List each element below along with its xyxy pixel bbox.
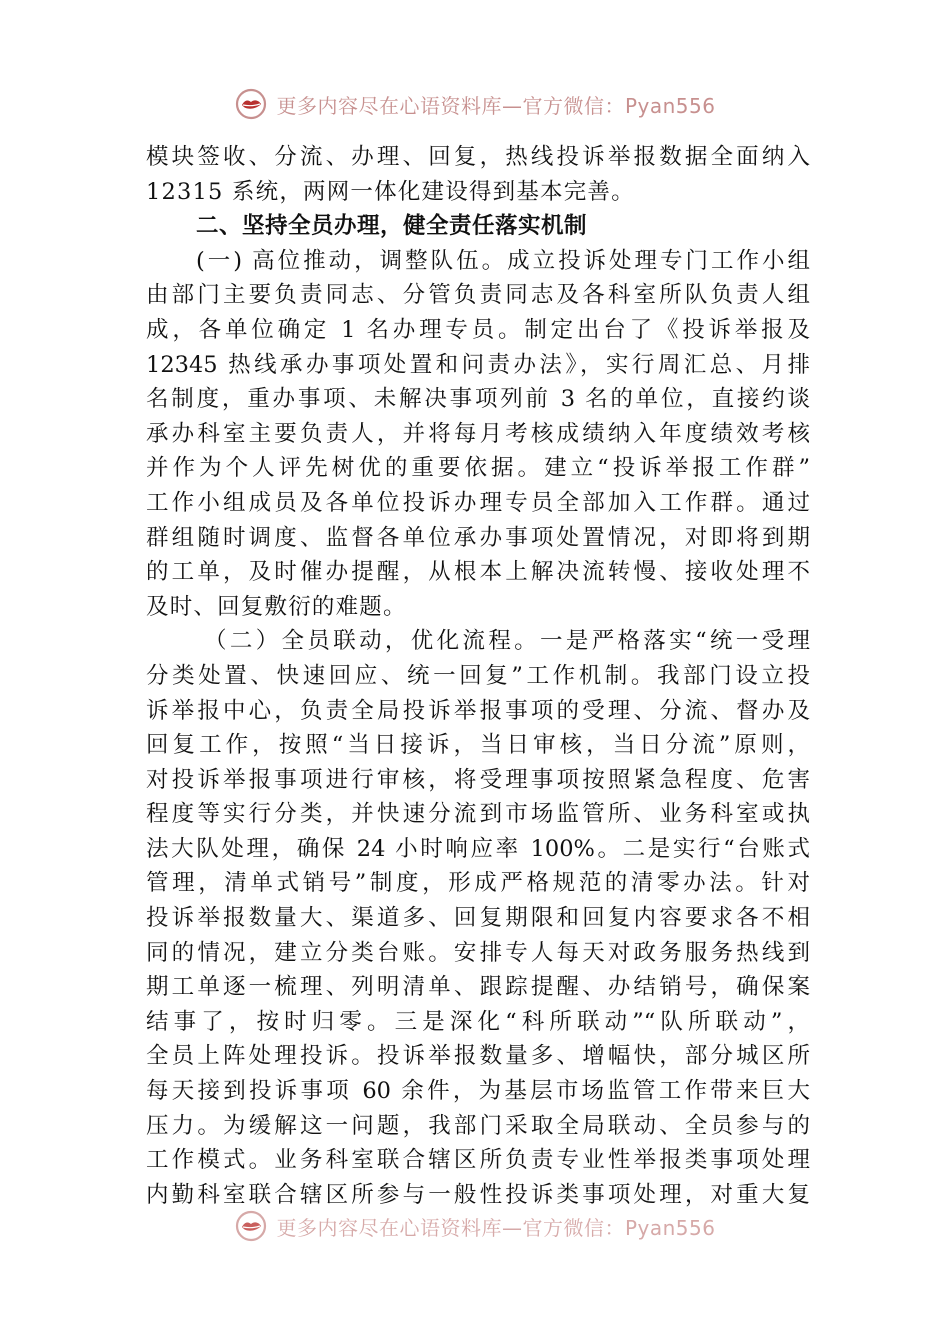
paragraph-line: 诉举报中心，负责全局投诉举报事项的受理、分流、督办及 [146,697,810,724]
paragraph-line: 工作小组成员及各单位投诉办理专员全部加入工作群。通过 [146,489,810,516]
watermark-text: 更多内容尽在心语资料库—官方微信：Pyan556 [276,1215,716,1240]
paragraph-line: 回复工作，按照“当日接诉，当日审核，当日分流”原则， [146,732,810,759]
paragraph-line: 承办科室主要负责人，并将每月考核成绩纳入年度绩效考核 [146,420,810,447]
paragraph-line: 及时、回复敷衍的难题。 [146,593,407,620]
paragraph-line: 期工单逐一梳理、列明清单、跟踪提醒、办结销号，确保案 [146,974,810,1001]
lips-logo-icon [234,87,268,121]
paragraph-line: 名制度，重办事项、未解决事项列前 3 名的单位，直接约谈 [146,386,810,413]
watermark-text: 更多内容尽在心语资料库—官方微信：Pyan556 [276,93,716,118]
paragraph-line: 投诉举报数量大、渠道多、回复期限和回复内容要求各不相 [146,905,810,932]
paragraph-line: 同的情况，建立分类台账。安排专人每天对政务服务热线到 [146,939,810,966]
paragraph-line: 管理，清单式销号”制度，形成严格规范的清零办法。针对 [146,870,810,897]
paragraph-line: 12345 热线承办事项处置和问责办法》，实行周汇总、月排 [146,351,810,378]
paragraph-line: 群组随时调度、监督各单位承办事项处置情况，对即将到期 [146,524,810,551]
watermark-banner-top [0,84,950,124]
paragraph-line: 内勤科室联合辖区所参与一般性投诉类事项处理，对重大复 [146,1181,810,1208]
paragraph-line: 工作模式。业务科室联合辖区所负责专业性举报类事项处理 [146,1147,810,1174]
paragraph-line: 对投诉举报事项进行审核，将受理事项按照紧急程度、危害 [146,766,810,793]
paragraph-line: 并作为个人评先树优的重要依据。建立“投诉举报工作群” [146,455,810,482]
paragraph-line: 由部门主要负责同志、分管负责同志及各科室所队负责人组 [146,282,810,309]
paragraph-line: 压力。为缓解这一问题，我部门采取全局联动、全员参与的 [146,1112,810,1139]
paragraph-line: 成，各单位确定 1 名办理专员。制定出台了《投诉举报及 [146,316,810,343]
lips-logo-icon [234,1209,268,1243]
paragraph-line: 12315 系统，两网一体化建设得到基本完善。 [146,178,635,205]
paragraph-line: (一) 高位推动，调整队伍。成立投诉处理专门工作小组 [196,247,810,274]
paragraph-line: 分类处置、快速回应、统一回复”工作机制。我部门设立投 [146,662,810,689]
paragraph-line: 每天接到投诉事项 60 余件，为基层市场监管工作带来巨大 [146,1078,810,1105]
paragraph-line: 法大队处理，确保 24 小时响应率 100%。二是实行“台账式 [146,835,810,862]
paragraph-line: （二）全员联动，优化流程。一是严格落实“统一受理 [204,628,810,655]
paragraph-line: 模块签收、分流、办理、回复，热线投诉举报数据全面纳入 [146,144,810,170]
paragraph-line: 程度等实行分类，并快速分流到市场监管所、业务科室或执 [146,801,810,828]
paragraph-line: 结事了，按时归零。三是深化“科所联动”“队所联动”， [146,1008,810,1035]
paragraph-line: 全员上阵处理投诉。投诉举报数量多、增幅快，部分城区所 [146,1043,810,1070]
watermark-banner-bottom [0,1206,950,1246]
paragraph-line: 的工单，及时催办提醒，从根本上解决流转慢、接收处理不 [146,559,810,586]
section-heading: 二、坚持全员办理，健全责任落实机制 [196,213,588,240]
document-body [146,140,810,1212]
